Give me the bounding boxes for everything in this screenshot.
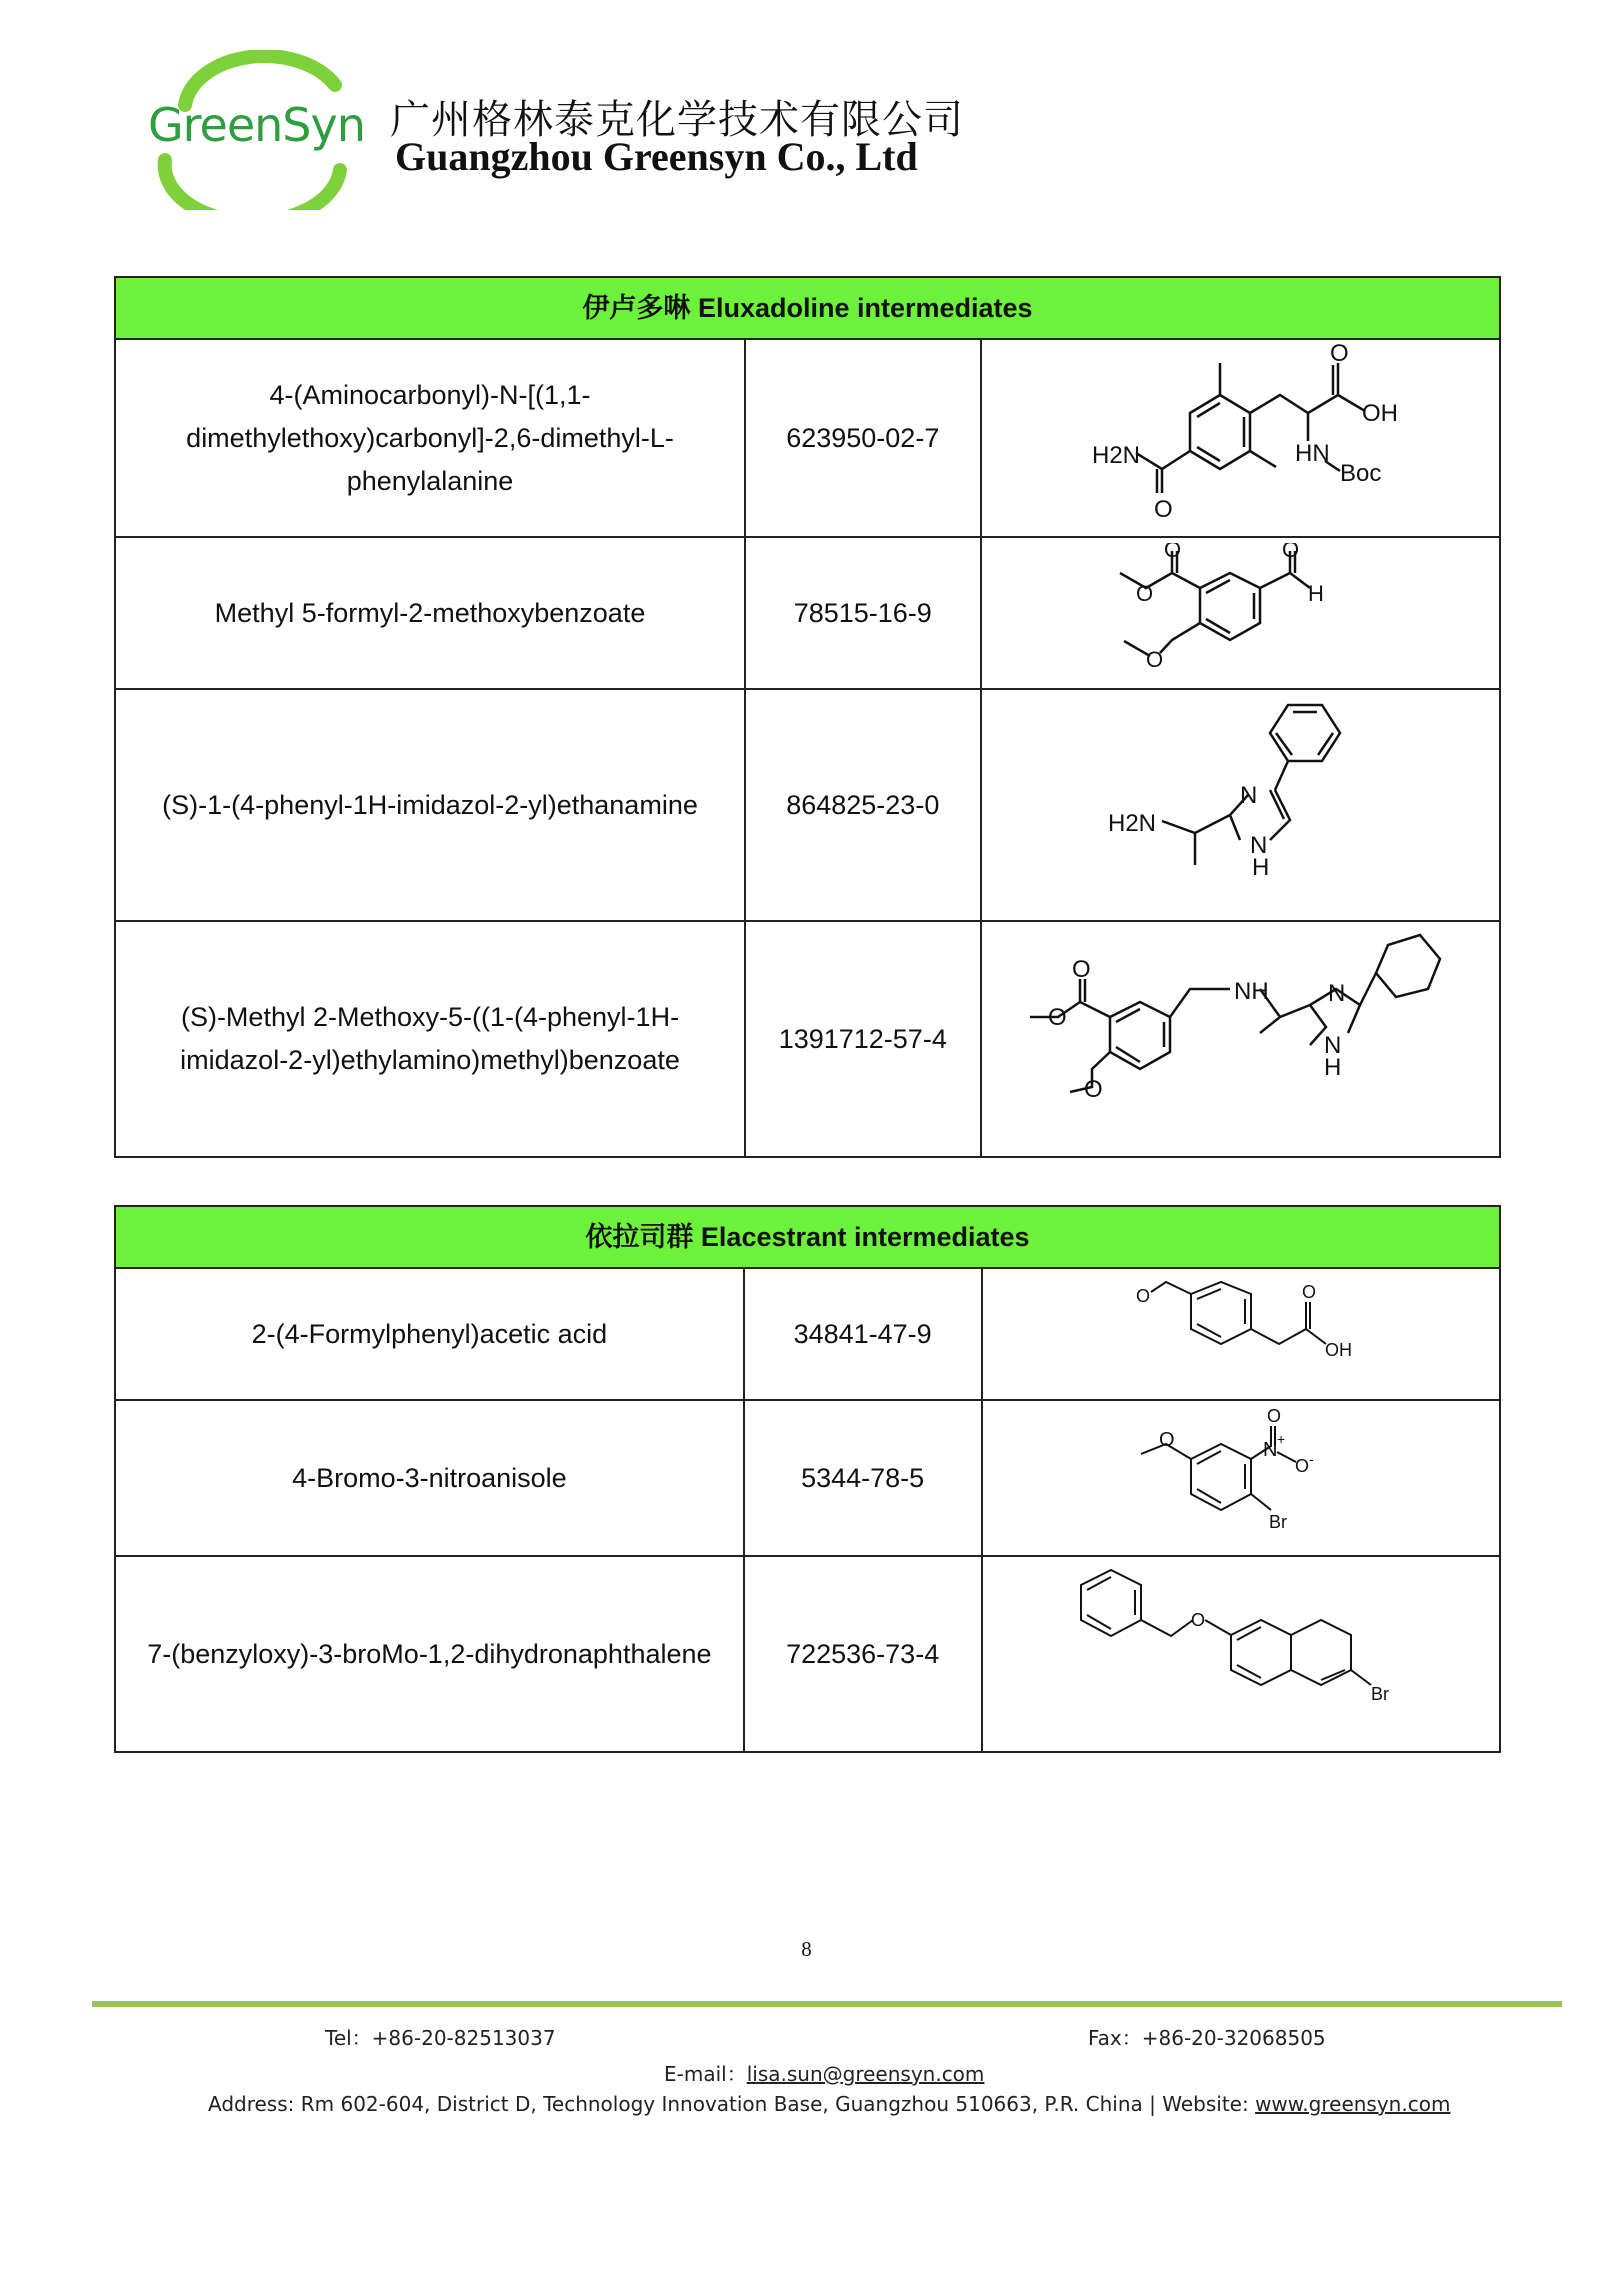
product-name: 2-(4-Formylphenyl)acetic acid — [115, 1268, 744, 1400]
table-row — [115, 339, 1500, 537]
structure-image — [1091, 1404, 1391, 1552]
atom-label: O — [1135, 1286, 1150, 1306]
atom-label: O — [1282, 543, 1300, 562]
atom-label: O — [1294, 1456, 1309, 1476]
table-row — [115, 537, 1500, 689]
atom-label: O — [1084, 1075, 1103, 1103]
atom-label: N — [1262, 1439, 1278, 1461]
footer-email-row — [664, 2058, 984, 2087]
atom-label: O — [1190, 1610, 1205, 1630]
cas-number: 722536-73-4 — [744, 1556, 982, 1752]
structure-image — [1021, 1560, 1461, 1748]
atom-label: N — [1250, 832, 1268, 859]
table-row — [115, 1400, 1500, 1556]
atom-label: H — [1308, 581, 1325, 606]
cas-number: 623950-02-7 — [745, 339, 980, 537]
structure-cell — [982, 1268, 1501, 1400]
cas-number: 5344-78-5 — [744, 1400, 982, 1556]
atom-label: Br — [1268, 1512, 1287, 1532]
atom-label: N — [1240, 782, 1258, 809]
atom-label: H — [1324, 1053, 1342, 1081]
footer-tel: Tel：+86-20-82513037 — [325, 2026, 556, 2050]
atom-label: + — [1276, 1431, 1285, 1447]
table-row — [115, 921, 1500, 1157]
atom-label: H — [1252, 854, 1270, 881]
atom-label: NH — [1234, 977, 1269, 1005]
atom-label: O — [1146, 647, 1164, 672]
atom-label: OH — [1324, 1340, 1352, 1360]
footer-fax: Fax：+86-20-32068505 — [1088, 2026, 1326, 2050]
footer-address-row — [208, 2092, 1450, 2116]
atom-label: H2N — [1092, 442, 1141, 469]
atom-label: H2N — [1108, 810, 1157, 837]
atom-label: O — [1330, 343, 1349, 367]
product-name: 4-(Aminocarbonyl)-N-[(1,1-dimethylethoxy)carbonyl]-2,6-dimethyl-L-phenylalanine — [115, 339, 745, 537]
address-text: Address: Rm 602-604, District D, Technology Innovation Base, Guangzhou 510663, P.R. China — [208, 2092, 1143, 2116]
cas-number: 1391712-57-4 — [745, 921, 980, 1157]
atom-label: O — [1154, 496, 1173, 523]
atom-label: O — [1158, 1429, 1175, 1451]
atom-label: N — [1328, 979, 1346, 1007]
product-name: Methyl 5-formyl-2-methoxybenzoate — [115, 537, 745, 689]
cas-number: 34841-47-9 — [744, 1268, 982, 1400]
atom-label: O — [1301, 1282, 1316, 1302]
company-name-en: Guangzhou Greensyn Co., Ltd — [395, 134, 918, 179]
product-name: 7-(benzyloxy)-3-broMo-1,2-dihydronaphthalene — [115, 1556, 744, 1752]
atom-label: OH — [1362, 400, 1399, 427]
website-link[interactable]: www.greensyn.com — [1255, 2092, 1451, 2116]
email-link[interactable]: lisa.sun@greensyn.com — [746, 2062, 985, 2086]
structure-cell — [982, 1556, 1501, 1752]
table-row — [115, 689, 1500, 921]
atom-label: HN — [1295, 440, 1330, 467]
product-name: 4-Bromo-3-nitroanisole — [115, 1400, 744, 1556]
atom-label: N — [1324, 1031, 1342, 1059]
atom-label: Br — [1370, 1684, 1389, 1704]
structure-cell — [981, 689, 1500, 921]
structure-cell — [981, 537, 1500, 689]
section-title: 伊卢多啉 Eluxadoline intermediates — [115, 277, 1500, 339]
atom-label: - — [1308, 1451, 1314, 1467]
page-number: 8 — [801, 1937, 812, 1961]
atom-label: Boc — [1340, 460, 1382, 487]
elacestrant-table — [114, 1205, 1501, 1753]
structure-cell — [982, 1400, 1501, 1556]
table-row — [115, 1556, 1500, 1752]
table-row — [115, 1268, 1500, 1400]
atom-label: O — [1048, 1003, 1067, 1031]
structure-image — [1080, 543, 1400, 683]
structure-cell — [981, 921, 1500, 1157]
footer-divider — [92, 2001, 1562, 2007]
structure-image — [1010, 927, 1470, 1152]
structure-image — [1090, 695, 1390, 915]
structure-image — [1040, 343, 1440, 533]
product-name: (S)-1-(4-phenyl-1H-imidazol-2-yl)ethanamine — [115, 689, 745, 921]
email-label: E-mail： — [664, 2062, 747, 2086]
section-title: 依拉司群 Elacestrant intermediates — [115, 1206, 1500, 1268]
cas-number: 864825-23-0 — [745, 689, 980, 921]
separator: | — [1149, 2092, 1156, 2116]
atom-label: O — [1266, 1406, 1281, 1426]
structure-image — [1081, 1274, 1401, 1394]
atom-label: O — [1136, 581, 1154, 606]
cas-number: 78515-16-9 — [745, 537, 980, 689]
company-name-cn: 广州格林泰克化学技术有限公司 — [390, 97, 964, 143]
atom-label: O — [1164, 543, 1182, 562]
structure-cell — [981, 339, 1500, 537]
atom-label: O — [1072, 955, 1091, 983]
product-name: (S)-Methyl 2-Methoxy-5-((1-(4-phenyl-1H-imidazol-2-yl)ethylamino)methyl)benzoate — [115, 921, 745, 1157]
website-label: Website: — [1162, 2092, 1249, 2116]
logo-text: GreenSyn — [148, 98, 365, 152]
eluxadoline-table — [114, 276, 1501, 1158]
